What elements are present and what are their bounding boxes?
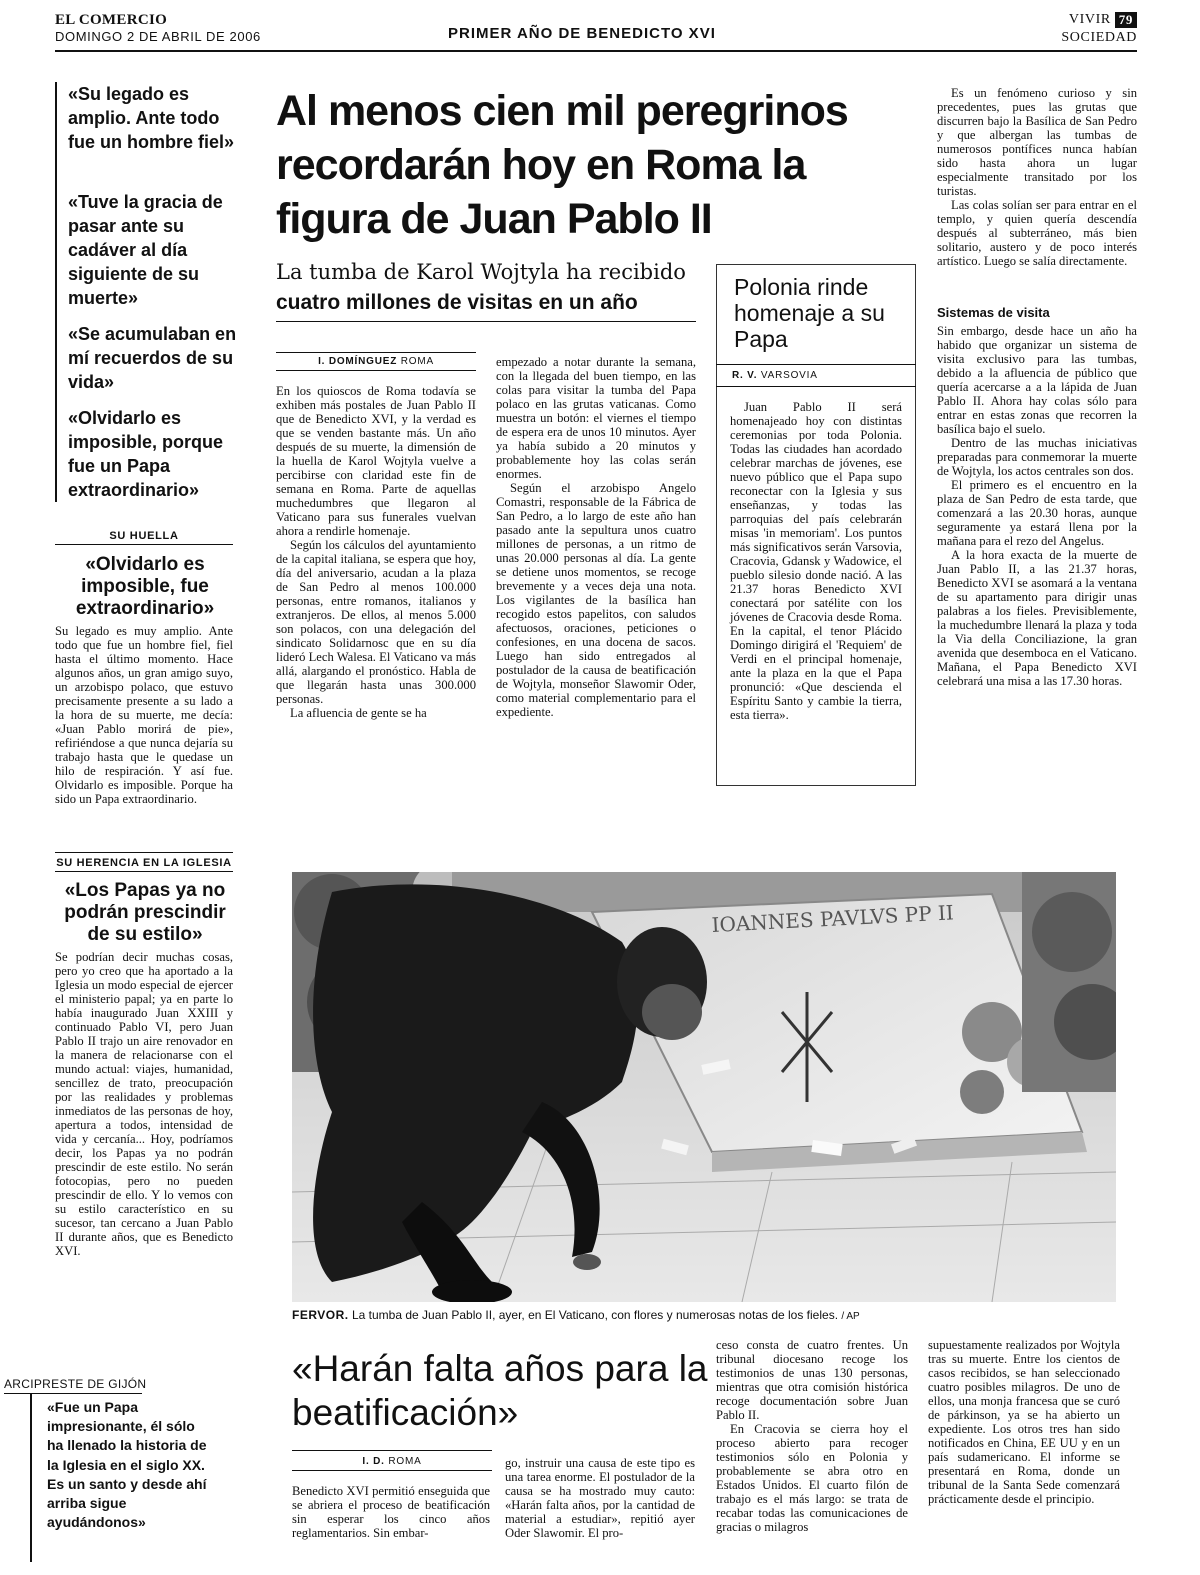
pull-quote-3: «Se acumulaban en mí recuerdos de su vida» [68, 324, 237, 392]
paragraph: El primero es el encuentro en la plaza de San Pedro de esta tarde, que comenzará a las 20.30 horas, aunque seguramente ya estará llena por la mañana para el rezo del Angelus. [937, 478, 1137, 548]
paragraph: Es un fenómeno curioso y sin precedentes, pues las grutas que discurren bajo la Basílica de San Pedro y que albergan las tumbas de numerosos pontífices nunca habían sido hasta ahora un lugar especialmente transitado por los turistas. [937, 86, 1137, 198]
byline-place: ROMA [388, 1456, 422, 1467]
paragraph: Según el arzobispo Angelo Comastri, responsable de la Fábrica de San Pedro, a lo largo de este año han pasado ante la sepultura unos cuatro millones de personas, a un ritmo de unas 20.000 personas al día. La gente se detiene unos momentos, se recoge brevemente y a veces deja una nota. Los vigilantes de la basílica han recogido estos papelitos, con saludos afectuosos, oraciones, peticiones o confesiones, en una docena de sacos. Luego han sido entregados al postulador de la causa de beatificación de Wojtyla, monseñor Slawomir Oder, como material complementario para el expediente. [496, 481, 696, 719]
paragraph: supuestamente realizados por Wojtyla tras su muerte. Entre los cientos de casos recibidos, se han seleccionado cuatro posibles milagros. De uno de ellos, una monja francesa que se curó de párkinson, ya se ha abierto un expediente. Los otros tres han sido notificados en China, EE UU y en un país sudamericano. El informe se presentará en Roma, donde un tribunal de la Santa Sede comenzará prácticamente desde el principio. [928, 1338, 1120, 1506]
byline-place: VARSOVIA [760, 370, 818, 381]
second-column-3 [716, 1338, 908, 1534]
herencia-kicker: SU HERENCIA EN LA IGLESIA [56, 857, 232, 869]
dateline: DOMINGO 2 DE ABRIL DE 2006 [55, 29, 261, 44]
sidebar-byline-rule [716, 364, 916, 365]
deck-line-1: La tumba de Karol Wojtyla ha recibido [276, 260, 686, 284]
tomb-photo-illustration [292, 872, 1116, 1302]
huella-body [55, 624, 233, 806]
news-photo [292, 872, 1116, 1302]
caption-lead: FERVOR. [292, 1308, 349, 1322]
huella-title: «Olvidarlo es imposible, fue extraordinario» [75, 554, 215, 619]
masthead: EL COMERCIO [55, 12, 168, 28]
byline-rule [276, 352, 476, 353]
deck-rule [276, 321, 696, 322]
herencia-top-rule [55, 852, 233, 853]
main-column-2 [496, 355, 696, 719]
tomb-inscription: IOANNES PAVLVS PP II [711, 900, 955, 937]
herencia-body [55, 950, 233, 1258]
section-name: VIVIR [1068, 12, 1111, 27]
paragraph: Según los cálculos del ayuntamiento de la capital italiana, se espera que hoy, día del aniversario, acudan a la plaza de San Pedro al menos 100.000 personas, entre romanos, italianos y extranjeros. De ellos, al menos 5.000 son polacos, con una delegación del sindicato Solidarnosc que en su día lideró Lech Walesa. El Vaticano va más allá, alargando el pronóstico. Habla de que llegarán hasta unas 300.000 personas. [276, 538, 476, 706]
second-column-4 [928, 1338, 1120, 1506]
herencia-title: «Los Papas ya no podrán prescindir de su estilo» [64, 880, 226, 945]
sidebar-body [730, 400, 902, 722]
sidebar-byline-rule-bottom [716, 386, 916, 387]
pull-quote-2: «Tuve la gracia de pasar ante su cadáver al día siguiente de su muerte» [68, 192, 223, 308]
sidebar-byline [732, 370, 818, 381]
second-byline-rule-bottom [292, 1470, 492, 1471]
page-number: 79 [1115, 12, 1137, 28]
sidebar-title: Polonia rinde homenaje a su Papa [734, 274, 885, 352]
huella-paragraph: Su legado es muy amplio. Ante todo que fue un hombre fiel, fiel hasta el último momento. Hace algunos años, un gran amigo suyo, un arzobispo polaco, que estuvo precisamente presente a su lado a la hora de su muerte, me decía: «Juan Pablo morirá de pie», refiriéndose a que nunca dejaría su trabajo hasta que le quedase un hilo de respiración. Y así fue. Olvidarlo es imposible. Porque ha sido un Papa extraordinario. [55, 624, 233, 806]
secondary-headline: «Harán falta años para la beatificación» [292, 1348, 708, 1433]
arcipreste-rule [4, 1393, 142, 1394]
huella-rule [55, 544, 233, 545]
paragraph: Sin embargo, desde hace un año ha habido que organizar un sistema de visita exclusivo para las tumbas, debido a la afluencia de público que quería acercarse a a la lápida de Juan Pablo II. Ahora hay colas sólo para entrar en estas zonas que recorren la basílica bajo el suelo. [937, 324, 1137, 436]
paragraph: go, instruir una causa de este tipo es una tarea enorme. El postulador de la causa se ha mostrado muy cauto: «Harán falta años, por la cantidad de material a estudiar», repitió ayer Oder Slawomir. El pro- [505, 1456, 695, 1540]
caption-text: La tumba de Juan Pablo II, ayer, en El Vaticano, con flores y numerosas notas de los fieles. [351, 1308, 839, 1322]
herencia-rule [55, 871, 233, 872]
paragraph: Juan Pablo II será homenajeado hoy con distintas ceremonias por toda Polonia. Todas las ciudades han acordado celebrar marchas de jóvenes, ese nuevo público que el Papa supo reconectar con la Iglesia y sus enseñanzas, y todas las parroquias del país celebrarán misas 'in memoriam'. Los puntos más significativos serán Varsovia, Cracovia, Gdansk y Wadowice, el pueblo silesio donde nació. A las 21.37 horas Benedicto XVI conectará por satélite con los jóvenes de Cracovia desde Roma. En la capital, el tenor Plácido Domingo dirigirá el 'Requiem' de Verdi en el principal homenaje, ante la plaza en la que el Papa pronunció: «Que descienda el Espíritu Santo y cambie la tierra, esta tierra». [730, 400, 902, 722]
second-byline-rule [292, 1450, 492, 1451]
arcipreste-left-rule [30, 1394, 32, 1562]
paragraph: Benedicto XVI permitió enseguida que se abriera el proceso de beatificación sin esperar los cinco años reglamentarios. Sin embar- [292, 1484, 490, 1540]
paragraph: empezado a notar durante la semana, con la llegada del buen tiempo, en las colas para visitar la tumba del Papa polaco en las grutas vaticanas. Como muestra un botón: el viernes el tiempo de espera era de unos 10 minutos. Ayer ya había subido a 20 minutos y probablemente hoy las colas serán enormes. [496, 355, 696, 481]
byline-author: I. D. [362, 1456, 385, 1467]
byline-place: ROMA [400, 356, 434, 367]
byline-author: I. DOMÍNGUEZ [318, 356, 398, 367]
main-byline [276, 356, 476, 367]
paragraph: En los quioscos de Roma todavía se exhiben más postales de Juan Pablo II que de Benedicto XVI, y la verdad es que se venden bastante más. Un año después de su muerte, la dimensión de la huella de Karol Wojtyla vuelve a percibirse con claridad este fin de semana en Roma. Parte de aquellas muchedumbres que llegaron al Vaticano para sus funerales vuelvan ahora a rendirle homenaje. [276, 384, 476, 538]
arcipreste-label: ARCIPRESTE DE GIJÓN [4, 1377, 147, 1391]
huella-kicker: SU HUELLA [109, 530, 179, 542]
arcipreste-quote: «Fue un Papa impresionante, él sólo ha llenado la historia de la Iglesia en el siglo XX. Es un santo y desde ahí arriba sigue ayudándonos» [47, 1399, 207, 1531]
photo-caption [292, 1308, 860, 1322]
header-rule [55, 50, 1137, 52]
paragraph: A la hora exacta de la muerte de Juan Pablo II, a las 21.37 horas, Benedicto XVI se asomará a la ventana de su apartamento para dirigir unas palabras a los fieles. Previsiblemente, la muchedumbre llenará la plaza y toda la Via della Conciliazione, la gran avenida que desemboca en el Vaticano. Mañana, el Papa Benedicto XVI celebrará una misa a las 17.30 horas. [937, 548, 1137, 688]
subsection-label: SOCIEDAD [1061, 30, 1137, 45]
deck-line-2: cuatro millones de visitas en un año [276, 291, 638, 314]
main-column-4b [937, 324, 1137, 688]
paragraph: ceso consta de cuatro frentes. Un tribunal diocesano recoge los testimonios de unas 130 personas, mientras que otra comisión histórica recoge documentación sobre Juan Pablo II. [716, 1338, 908, 1422]
main-column-4 [937, 86, 1137, 268]
second-column-1 [292, 1484, 490, 1540]
byline-author: R. V. [732, 370, 758, 381]
pull-quote-4: «Olvidarlo es imposible, porque fue un Papa extraordinario» [68, 408, 224, 500]
byline-rule-bottom [276, 370, 476, 371]
second-byline [292, 1456, 492, 1467]
main-headline: Al menos cien mil peregrinos recordarán hoy en Roma la figura de Juan Pablo II [276, 87, 848, 243]
herencia-paragraph: Se podrían decir muchas cosas, pero yo creo que ha aportado a la Iglesia un modo especial de ejercer el ministerio papal; ya en parte lo había inaugurado Juan XXIII y continuado Pablo VI, pero Juan Pablo II trajo un aire renovador en la manera de relacionarse con el mundo actual: viajes, humanidad, sencillez de trato, preocupación por las realidades y problemas inmediatos de las personas de hoy, apertura a todos, intensidad de vida y cercanía... Hoy, podríamos decir, los Papas ya no podrán prescindir de este estilo. No serán fotocopias, pero no pueden prescindir de ello. Y lo vemos con su estilo característico en su sucesor, tan cercano a Juan Pablo II durante años, que es Benedicto XVI. [55, 950, 233, 1258]
paragraph: En Cracovia se cierra hoy el proceso abierto para recoger testimonios sólo en Polonia y probablemente se abra otro en Estados Unidos. El cuarto filón de trabajo es el más largo: se trata de recabar todas las comunicaciones de gracias o milagros [716, 1422, 908, 1534]
quotes-left-rule [55, 82, 57, 502]
paragraph: Las colas solían ser para entrar en el templo, y quien quería descendía después al subterráneo, más bien solitario, austero y de poco interés artístico. Luego se salía directamente. [937, 198, 1137, 268]
section-heading: PRIMER AÑO DE BENEDICTO XVI [448, 25, 716, 42]
paragraph: Dentro de las muchas iniciativas preparadas para conmemorar la muerte de Wojtyla, los actos centrales son dos. [937, 436, 1137, 478]
pull-quote-1: «Su legado es amplio. Ante todo fue un hombre fiel» [68, 84, 235, 152]
paragraph: La afluencia de gente se ha [290, 706, 427, 720]
section-label [1069, 12, 1137, 28]
subheading-sistemas: Sistemas de visita [937, 305, 1050, 320]
photo-credit: / AP [841, 1311, 860, 1322]
second-column-2 [505, 1456, 695, 1540]
main-column-1 [276, 384, 476, 720]
